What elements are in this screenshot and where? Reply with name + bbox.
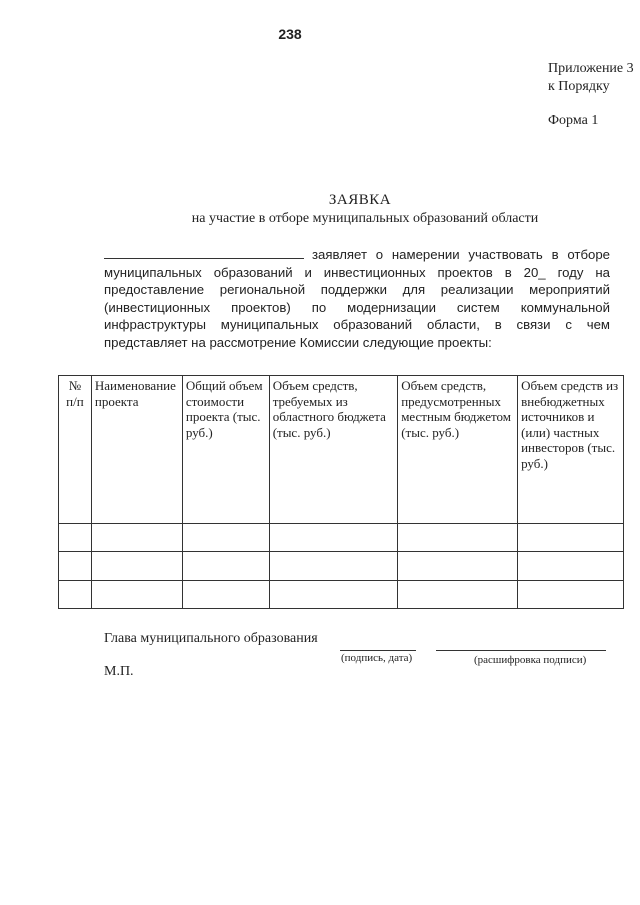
table-cell (182, 580, 269, 608)
column-header-extrabudgetary: Объем средств из внебюджетных источников и (или) частных инвесторов (тыс. руб.) (518, 376, 624, 524)
table-cell (398, 552, 518, 580)
table-row (59, 580, 624, 608)
table-cell (518, 524, 624, 552)
table-cell (182, 524, 269, 552)
document-subtitle: на участие в отборе муниципальных образований области (191, 211, 539, 226)
statement-text: заявляет о намерении участвовать в отборе муниципальных образований и инвестиционных проектов в 20_ году на предоставление региональной поддержки для реализации мероприятий (инвестиционных проектов) по модернизации систем коммунальной инфраструктуры муниципальных образований области, в связи с чем представляет на рассмотрение Комиссии следующие проекты: (104, 247, 610, 350)
table-cell (91, 552, 182, 580)
table-header-row (59, 376, 624, 524)
signature-decode-line (436, 649, 606, 651)
appendix-line-1: Приложение 3 (548, 61, 634, 76)
column-header-total-cost: Общий объем стоимости проекта (тыс. руб.) (182, 376, 269, 524)
column-header-number: № п/п (59, 376, 92, 524)
table-cell (59, 580, 92, 608)
column-header-project-name: Наименование проекта (91, 376, 182, 524)
table-cell (59, 552, 92, 580)
table-cell (518, 552, 624, 580)
signature-label: Глава муниципального образования (104, 631, 318, 646)
table-cell (398, 524, 518, 552)
appendix-reference (548, 60, 634, 96)
table-cell (398, 580, 518, 608)
municipality-blank-line (104, 246, 304, 259)
table-row (59, 552, 624, 580)
document-title: ЗАЯВКА (328, 192, 392, 208)
application-statement (104, 246, 610, 351)
signature-date-caption: (подпись, дата) (341, 652, 413, 664)
table-cell (182, 552, 269, 580)
signature-decode-caption: (расшифровка подписи) (474, 654, 587, 666)
table-row (59, 524, 624, 552)
table-cell (269, 524, 398, 552)
form-label: Форма 1 (548, 113, 599, 128)
column-header-local-budget: Объем средств, предусмотренных местным бюджетом (тыс. руб.) (398, 376, 518, 524)
table-cell (518, 580, 624, 608)
table-cell (269, 580, 398, 608)
stamp-label: М.П. (104, 664, 134, 679)
table-cell (91, 580, 182, 608)
column-header-regional-budget: Объем средств, требуемых из областного бюджета (тыс. руб.) (269, 376, 398, 524)
signature-date-line (340, 649, 416, 651)
table-cell (59, 524, 92, 552)
table-cell (269, 552, 398, 580)
appendix-line-2: к Порядку (548, 79, 610, 94)
table-cell (91, 524, 182, 552)
page-number: 238 (278, 26, 302, 42)
projects-table (58, 375, 624, 609)
